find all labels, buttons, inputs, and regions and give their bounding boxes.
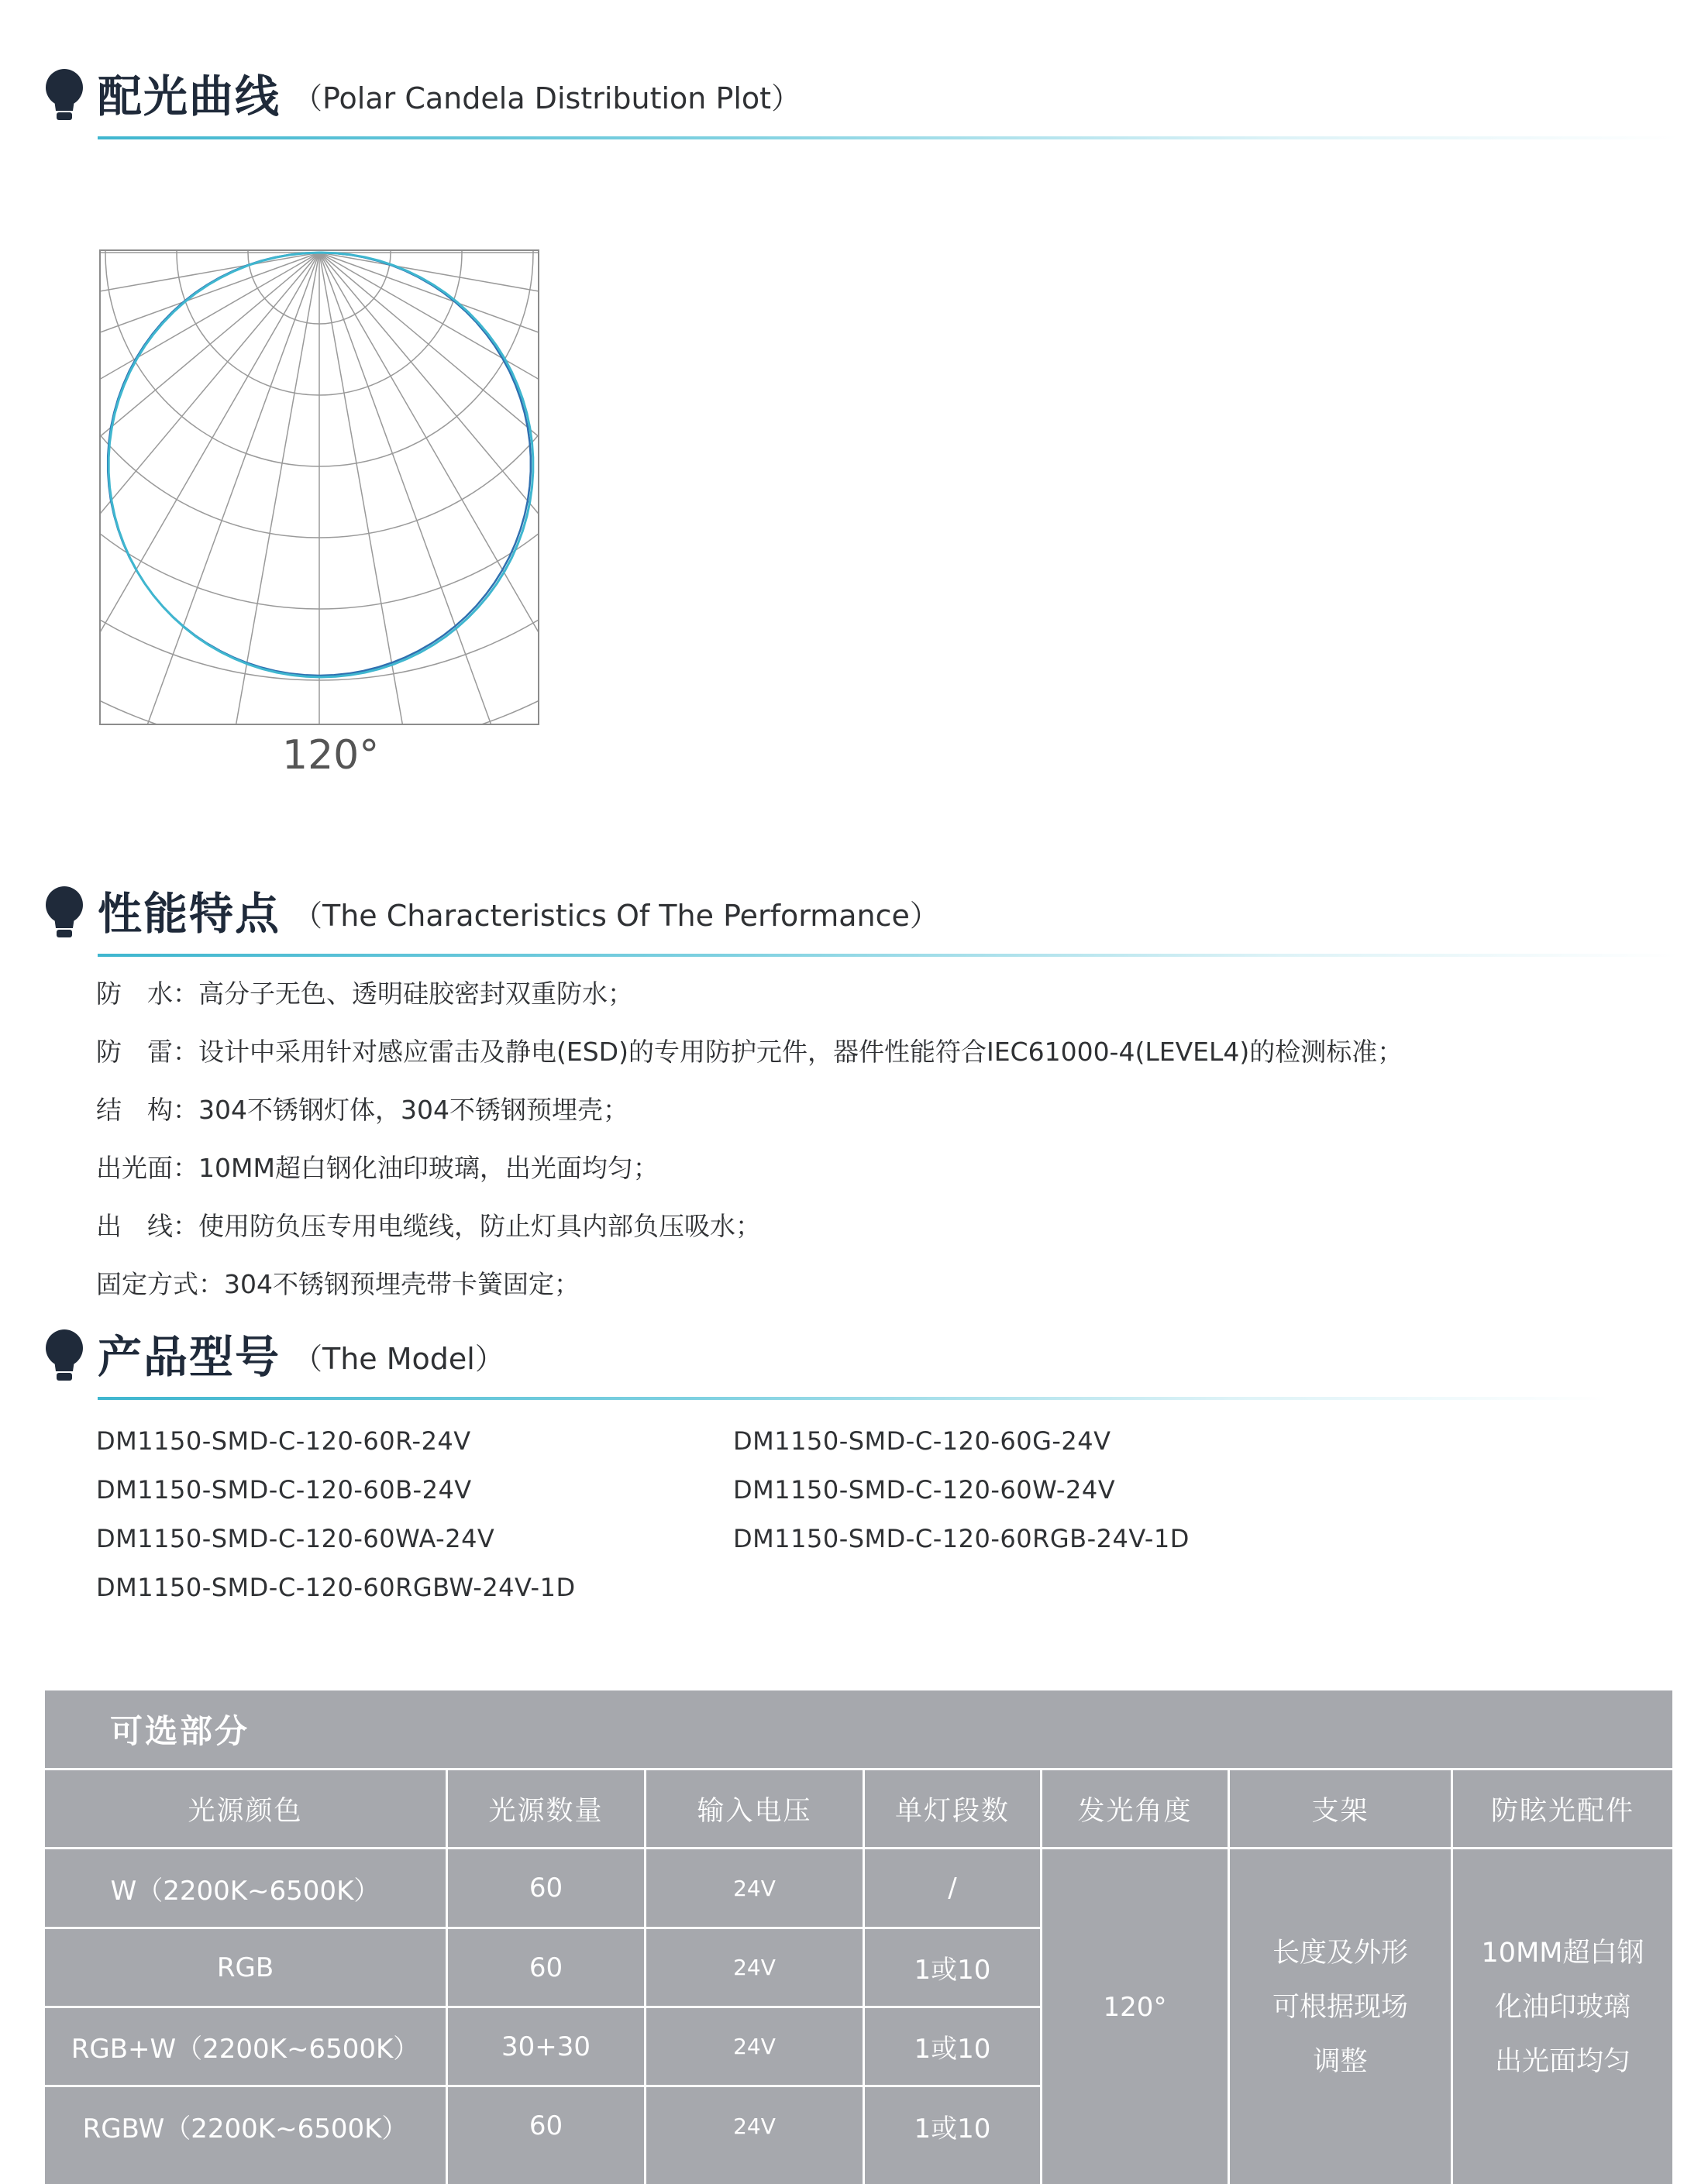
section-divider [98, 954, 1679, 957]
section-title: 配光曲线 [98, 71, 281, 122]
feature-label: 出光面： [96, 1153, 198, 1183]
table-cell-line: 长度及外形 [1272, 1937, 1408, 1969]
table-cell: RGB [216, 1952, 274, 1983]
table-cell: W（2200K~6500K） [110, 1875, 381, 1907]
feature-label: 结 构： [96, 1095, 198, 1125]
section-features-header [45, 883, 1634, 968]
section-subtitle: （The Characteristics Of The Performance） [293, 899, 939, 933]
section-subtitle: （Polar Candela Distribution Plot） [293, 81, 801, 115]
section-divider [98, 136, 1679, 139]
table-cell: 24V [733, 2034, 776, 2059]
bulb-icon [45, 66, 84, 128]
feature-item [96, 1033, 1403, 1071]
options-table [45, 1690, 1672, 2184]
table-cell: 60 [529, 1952, 563, 1983]
table-cell-angle: 120° [1103, 1991, 1167, 2023]
section-title: 产品型号 [98, 1332, 281, 1383]
feature-label: 出 线： [96, 1211, 198, 1241]
table-cell: 24V [733, 2113, 776, 2139]
table-cell-line: 10MM超白钢 [1481, 1937, 1644, 1969]
polar-candela-plot [99, 249, 539, 727]
model-code: DM1150-SMD-C-120-60G-24V [733, 1426, 1111, 1456]
section-title: 性能特点 [98, 889, 281, 940]
table-cell: / [948, 1873, 957, 1904]
table-cell: 1或10 [914, 2034, 991, 2065]
section-divider [98, 1397, 1609, 1400]
table-cell-line: 化油印玻璃 [1494, 1991, 1631, 2023]
table-header: 光源颜色 [188, 1795, 303, 1827]
model-code: DM1150-SMD-C-120-60WA-24V [96, 1524, 495, 1553]
table-cell: 24V [733, 1875, 776, 1901]
table-header: 支架 [1311, 1795, 1369, 1827]
table-cell-glare [1453, 1849, 1672, 2165]
table-header: 输入电压 [697, 1795, 812, 1827]
model-code: DM1150-SMD-C-120-60RGB-24V-1D [733, 1524, 1190, 1553]
section-model-header [45, 1326, 1634, 1412]
feature-text: 使用防负压专用电缆线，防止灯具内部负压吸水； [198, 1211, 761, 1241]
model-code: DM1150-SMD-C-120-60R-24V [96, 1426, 471, 1456]
table-cell: 1或10 [914, 1955, 991, 1986]
feature-text: 高分子无色、透明硅胶密封双重防水； [198, 979, 633, 1009]
table-header: 防眩光配件 [1490, 1795, 1634, 1827]
feature-label: 防 水： [96, 979, 198, 1009]
table-cell-line: 出光面均匀 [1494, 2045, 1631, 2077]
model-code: DM1150-SMD-C-120-60RGBW-24V-1D [96, 1573, 576, 1602]
table-header: 单灯段数 [894, 1795, 1010, 1827]
feature-text: 304不锈钢灯体，304不锈钢预埋壳； [198, 1095, 628, 1125]
feature-text: 10MM超白钢化油印玻璃，出光面均匀； [198, 1153, 659, 1183]
feature-text: 设计中采用针对感应雷击及静电(ESD)的专用防护元件，器件性能符合IEC61000-4(LEVEL4)的检测标准； [198, 1037, 1403, 1067]
feature-item [96, 1091, 628, 1130]
bulb-icon [45, 883, 84, 945]
bulb-icon [45, 1326, 84, 1388]
table-header: 发光角度 [1077, 1795, 1193, 1827]
table-cell: 60 [529, 2110, 563, 2141]
table-title: 可选部分 [110, 1712, 250, 1750]
table-header: 光源数量 [488, 1795, 604, 1827]
table-cell-line: 可根据现场 [1272, 1991, 1408, 2023]
table-cell-bracket [1230, 1849, 1451, 2165]
feature-item [96, 975, 633, 1013]
table-cell: 1或10 [914, 2113, 991, 2144]
feature-item [96, 1149, 659, 1188]
table-cell: 24V [733, 1955, 776, 1980]
model-code: DM1150-SMD-C-120-60W-24V [733, 1475, 1116, 1505]
feature-item [96, 1207, 761, 1246]
table-cell-line: 调整 [1313, 2045, 1368, 2077]
beam-angle-label: 120° [282, 732, 380, 779]
feature-text: 304不锈钢预埋壳带卡簧固定； [224, 1269, 580, 1299]
table-cell: RGBW（2200K~6500K） [82, 2113, 408, 2144]
model-code: DM1150-SMD-C-120-60B-24V [96, 1475, 472, 1505]
table-cell: 60 [529, 1873, 563, 1904]
section-subtitle: （The Model） [293, 1342, 504, 1376]
section-curve-header [45, 66, 1634, 151]
table-cell: 30+30 [501, 2031, 591, 2062]
table-cell: RGB+W（2200K~6500K） [71, 2034, 420, 2065]
feature-item [96, 1265, 580, 1304]
feature-label: 固定方式： [96, 1269, 224, 1299]
feature-label: 防 雷： [96, 1037, 198, 1067]
